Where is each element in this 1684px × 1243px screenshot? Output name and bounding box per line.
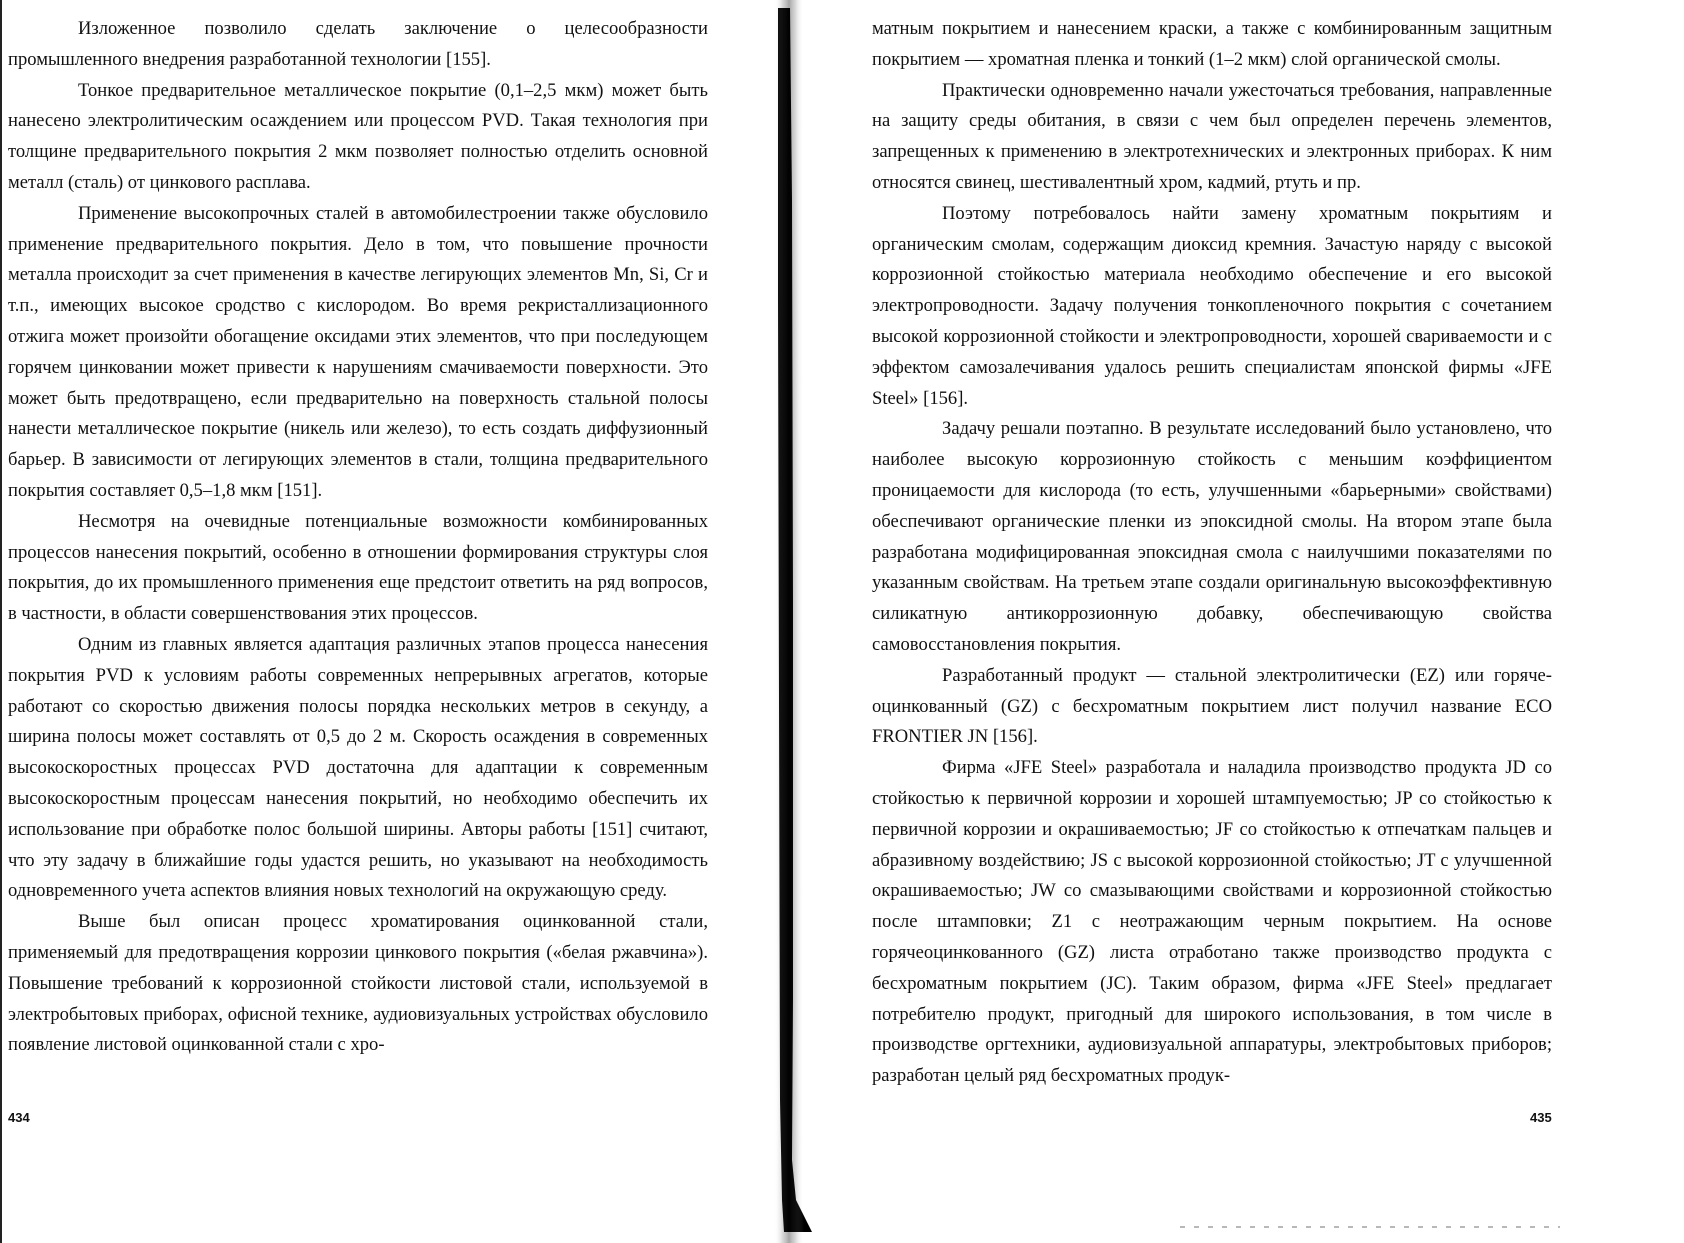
right-page-number: 435 — [1530, 1110, 1552, 1125]
gutter-shadow-graphic — [762, 0, 830, 1243]
right-paragraph-3: Задачу решали поэтапно. В результате исследований было установлено, что наиболее высокую коррозионную стойкость с меньшим коэффициентом проницаемости для кислорода (то есть, улучшенными «барьерными» свойствами) обеспечивают органические пленки из эпоксидной смолы. На втором этапе была разработана модифицированная эпоксидная смола с наилучшими показателями по указанным свойствам. На третьем этапе создали оригинальную высокоэффективную силикатную антикоррозионную добавку, обеспечивающую свойства самовосстановления покрытия. — [872, 418, 1552, 655]
right-paragraph-4: Разработанный продукт — стальной электролитически (EZ) или горяче-оцинкованный (GZ) с бесхроматным покрытием лист получил название ECO FRONTIER JN [156]. — [872, 664, 1552, 748]
left-paragraph-2: Тонкое предварительное металлическое покрытие (0,1–2,5 мкм) может быть нанесено электролитическим осаждением или процессом PVD. Такая технология при толщине предварительного покрытия 2 мкм позволяет полностью отделить основной металл (сталь) от цинкового расплава. — [8, 79, 708, 193]
left-page-text — [8, 14, 708, 1061]
scan-artifact-dots — [1180, 1226, 1560, 1228]
left-paragraph-3: Применение высокопрочных сталей в автомобилестроении также обусловило применение предварительного покрытия. Дело в том, что повышение прочности металла происходит за счет применения в качестве легирующих элементов Mn, Si, Cr и т.п., имеющих высокое сродство с кислородом. Во время рекристаллизационного отжига может произойти обогащение оксидами этих элементов, что при последующем горячем цинковании может привести к нарушениям смачиваемости поверхности. Это может быть предотвращено, если предварительно на поверхность стальной полосы нанести металлическое покрытие (никель или железо), то есть создать диффузионный барьер. В зависимости от легирующих элементов в стали, толщина предварительного покрытия составляет 0,5–1,8 мкм [151]. — [8, 202, 708, 501]
right-paragraph-continuation: матным покрытием и нанесением краски, а также с комбинированным защитным покрытием — хроматная пленка и тонкий (1–2 мкм) слой органической смолы. — [872, 18, 1552, 70]
right-paragraph-2: Поэтому потребовалось найти замену хроматным покрытиям и органическим смолам, содержащим диоксид кремния. Зачастую наряду с высокой коррозионной стойкостью материала необходимо обеспечение и его высокой электропроводности. Задачу получения тонкопленочного покрытия с сочетанием высокой коррозионной стойкости и электропроводности, хорошей свариваемости и с эффектом самозалечивания удалось решить специалистам японской фирмы «JFE Steel» [156]. — [872, 202, 1552, 409]
right-paragraph-1: Практически одновременно начали ужесточаться требования, направленные на защиту среды обитания, в связи с чем был определен перечень элементов, запрещенных к применению в электротехнических и электронных приборах. К ним относятся свинец, шестивалентный хром, кадмий, ртуть и пр. — [872, 79, 1552, 193]
left-paragraph-4: Несмотря на очевидные потенциальные возможности комбинированных процессов нанесения покрытий, особенно в отношении формирования структуры слоя покрытия, до их промышленного применения еще предстоит ответить на ряд вопросов, в частности, в области совершенствования этих процессов. — [8, 510, 708, 625]
left-page-number: 434 — [8, 1110, 30, 1125]
left-paragraph-1: Изложенное позволило сделать заключение о целесообразности промышленного внедрения разработанной технологии [155]. — [8, 18, 708, 70]
scan-left-edge — [0, 0, 2, 1243]
right-page-text — [872, 14, 1552, 1092]
right-paragraph-5: Фирма «JFE Steel» разработала и наладила производство продукта JD со стойкостью к первичной коррозии и хорошей штампуемостью; JP со стойкостью к первичной коррозии и окрашиваемостью; JF со стойкостью к отпечаткам пальцев и абразивному воздействию; JS с высокой коррозионной стойкостью; JT с улучшенной окрашиваемостью; JW со смазывающими свойствами и коррозионной стойкостью после штамповки; Z1 с неотражающим черным покрытием. На основе горячеоцинкованного (GZ) листа отработано также производство продукта с бесхроматным покрытием (JC). Таким образом, фирма «JFE Steel» предлагает потребителю продукт, пригодный для широкого использования, в том числе в производстве оргтехники, аудиовизуальной аппаратуры, электробытовых приборов; разработан целый ряд бесхроматных продук- — [872, 757, 1552, 1087]
left-paragraph-5: Одним из главных является адаптация различных этапов процесса нанесения покрытия PVD к условиям работы современных непрерывных агрегатов, которые работают со скоростью движения полосы порядка нескольких метров в секунду, а ширина полосы может составлять от 0,5 до 2 м. Скорость осаждения в современных высокоскоростных процессах PVD достаточна для адаптации к современным высокоскоростным процессам нанесения покрытий, но необходимо обеспечить их использование при обработке полос большой ширины. Авторы работы [151] считают, что эту задачу в ближайшие годы удастся решить, но указывают на необходимость одновременного учета аспектов влияния новых технологий на окружающую среду. — [8, 633, 708, 902]
book-gutter-shadow — [762, 0, 830, 1243]
left-paragraph-6: Выше был описан процесс хроматирования оцинкованной стали, применяемый для предотвращения коррозии цинкового покрытия («белая ржавчина»). Повышение требований к коррозионной стойкости листовой стали, используемой в электробытовых приборах, офисной технике, аудиовизуальных устройствах обусловило появление листовой оцинкованной стали с хро- — [8, 911, 708, 1056]
